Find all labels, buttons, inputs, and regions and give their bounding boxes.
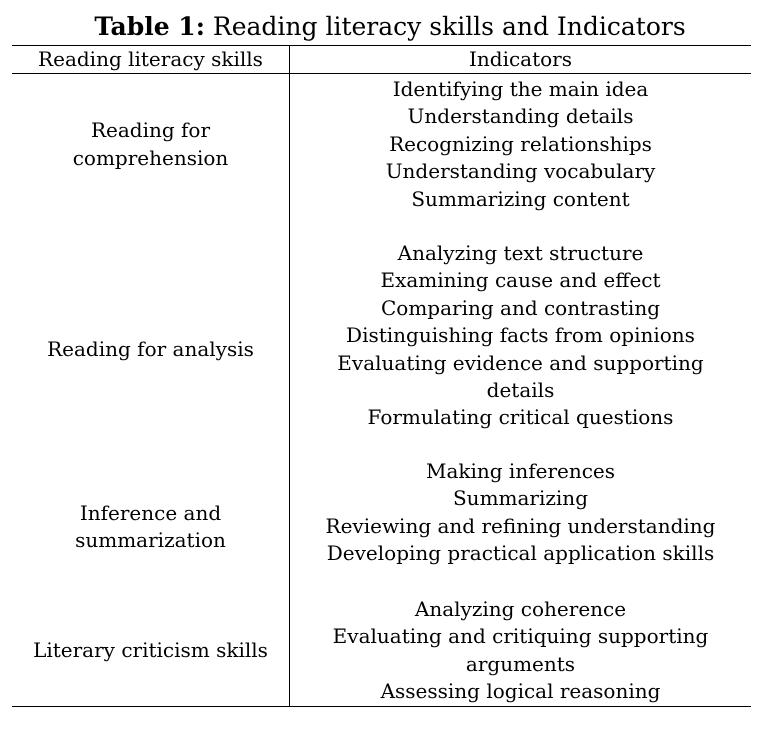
indicator-item: Assessing logical reasoning xyxy=(380,679,661,704)
table-header-rule xyxy=(12,73,751,74)
indicator-item: Understanding details xyxy=(407,104,634,129)
indicator-list xyxy=(290,240,751,432)
indicator-item: Formulating critical questions xyxy=(367,405,674,430)
header-skills: Reading literacy skills xyxy=(38,47,263,71)
skill-label: Inference and summarization xyxy=(75,500,226,552)
skill-cell xyxy=(12,76,289,213)
indicator-item: Analyzing text structure xyxy=(397,241,644,265)
table-caption-text: Reading literacy skills and Indicators xyxy=(204,12,686,41)
indicator-list xyxy=(290,596,751,706)
skill-cell xyxy=(12,458,289,596)
indicator-item: Examining cause and effect xyxy=(380,268,661,293)
table-caption xyxy=(0,10,780,44)
skill-cell xyxy=(12,596,289,706)
indicator-list xyxy=(290,458,751,568)
skill-label: Literary criticism skills xyxy=(33,638,268,663)
indicator-item: Making inferences xyxy=(425,459,616,483)
indicator-item: Understanding vocabulary xyxy=(385,159,656,184)
indicator-item: Summarizing xyxy=(452,486,588,511)
indicator-item: Developing practical application skills xyxy=(326,541,715,566)
skill-cell xyxy=(12,240,289,460)
indicator-item: Evaluating and critiquing supporting arguments xyxy=(332,624,709,676)
indicator-item: Recognizing relationships xyxy=(389,131,652,156)
indicator-item: Summarizing content xyxy=(411,186,630,211)
indicator-item: Analyzing coherence xyxy=(414,597,627,621)
skill-label: Reading for comprehension xyxy=(72,118,229,170)
indicator-item: Comparing and contrasting xyxy=(380,295,661,320)
header-indicators: Indicators xyxy=(468,47,572,71)
table-caption-label: Table 1: xyxy=(94,12,205,41)
indicator-item: Identifying the main idea xyxy=(392,77,649,101)
indicator-list xyxy=(290,76,751,213)
table-bottom-rule xyxy=(12,706,751,707)
indicator-item: Distinguishing facts from opinions xyxy=(346,323,695,348)
skill-label: Reading for analysis xyxy=(47,337,254,362)
indicator-item: Reviewing and refining understanding xyxy=(325,513,716,538)
indicator-item: Evaluating evidence and supporting details xyxy=(337,350,704,403)
